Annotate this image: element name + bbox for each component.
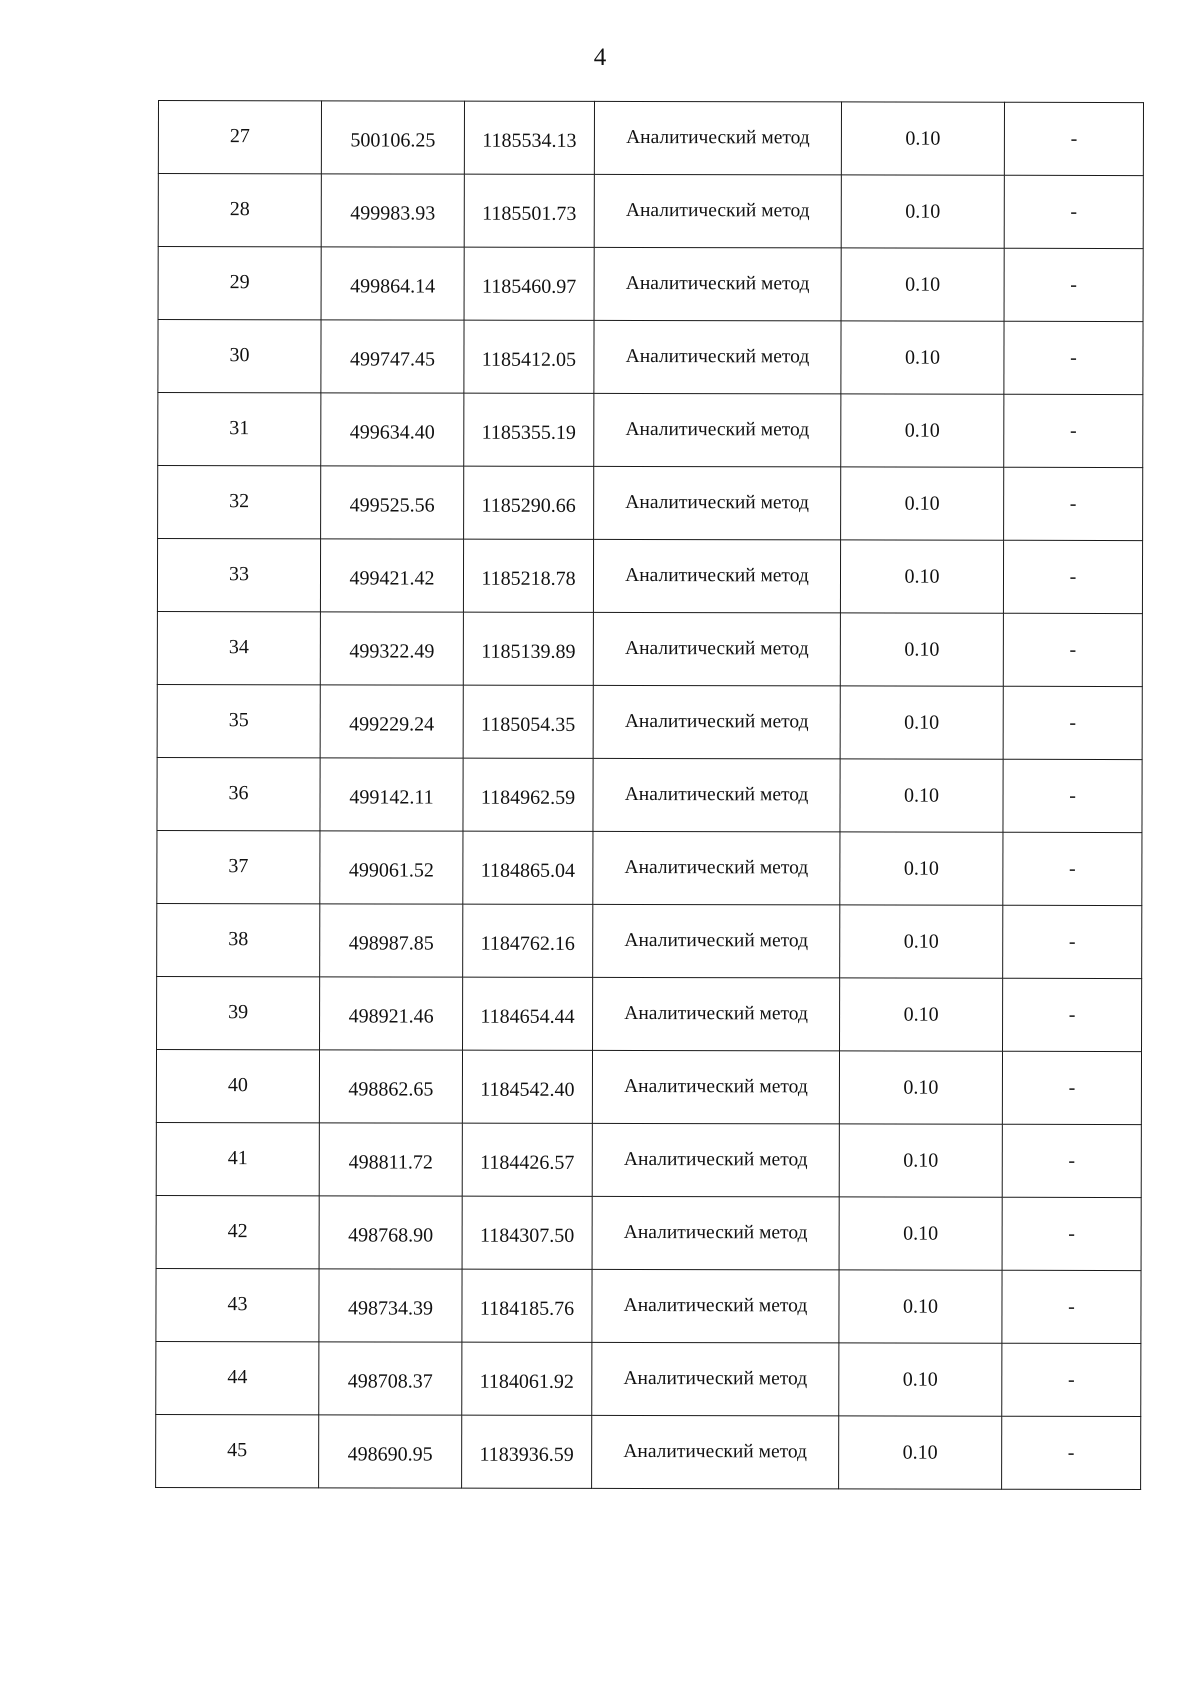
x-coordinate-cell: 499747.45 — [321, 320, 464, 393]
method-cell: Аналитический метод — [592, 1123, 839, 1197]
table-row — [158, 320, 1143, 395]
point-number-cell: 43 — [156, 1268, 319, 1341]
note-cell: - — [1003, 832, 1142, 905]
x-coordinate-cell: 498734.39 — [319, 1269, 462, 1342]
accuracy-cell: 0.10 — [840, 759, 1003, 832]
table-row — [158, 174, 1143, 249]
method-cell: Аналитический метод — [594, 247, 841, 321]
x-coordinate-cell: 498921.46 — [320, 977, 463, 1050]
method-cell: Аналитический метод — [592, 1050, 839, 1124]
x-coordinate-cell: 499421.42 — [320, 539, 463, 612]
table-row — [157, 684, 1142, 759]
point-number-cell: 41 — [156, 1122, 319, 1195]
accuracy-cell: 0.10 — [841, 248, 1004, 321]
table-row — [157, 976, 1142, 1051]
table-row — [157, 611, 1142, 686]
y-coordinate-cell: 1184762.16 — [463, 904, 593, 977]
method-cell: Аналитический метод — [594, 466, 841, 540]
point-number-cell: 38 — [157, 903, 320, 976]
note-cell: - — [1002, 1051, 1141, 1124]
coordinates-table-wrapper — [155, 100, 1143, 1490]
method-cell: Аналитический метод — [593, 539, 840, 613]
x-coordinate-cell: 499864.14 — [321, 247, 464, 320]
method-cell: Аналитический метод — [593, 612, 840, 686]
method-cell: Аналитический метод — [594, 101, 841, 175]
method-cell: Аналитический метод — [594, 174, 841, 248]
point-number-cell: 29 — [158, 247, 321, 320]
note-cell: - — [1004, 394, 1143, 467]
point-number-cell: 27 — [158, 101, 321, 174]
table-row — [157, 539, 1142, 614]
method-cell: Аналитический метод — [592, 1342, 839, 1416]
note-cell: - — [1003, 978, 1142, 1051]
accuracy-cell: 0.10 — [839, 1197, 1002, 1270]
point-number-cell: 40 — [156, 1049, 319, 1122]
accuracy-cell: 0.10 — [839, 1416, 1002, 1489]
table-row — [156, 1341, 1141, 1416]
point-number-cell: 31 — [158, 393, 321, 466]
method-cell: Аналитический метод — [593, 904, 840, 978]
table-row — [156, 1122, 1141, 1197]
x-coordinate-cell: 498690.95 — [319, 1415, 462, 1488]
x-coordinate-cell: 498768.90 — [319, 1196, 462, 1269]
point-number-cell: 35 — [157, 684, 320, 757]
point-number-cell: 34 — [157, 611, 320, 684]
y-coordinate-cell: 1184865.04 — [463, 831, 593, 904]
y-coordinate-cell: 1185290.66 — [464, 466, 594, 539]
x-coordinate-cell: 498862.65 — [319, 1050, 462, 1123]
table-row — [158, 393, 1143, 468]
y-coordinate-cell: 1184654.44 — [463, 977, 593, 1050]
table-row — [156, 1414, 1141, 1489]
table-row — [157, 830, 1142, 905]
note-cell: - — [1003, 613, 1142, 686]
accuracy-cell: 0.10 — [839, 1343, 1002, 1416]
y-coordinate-cell: 1185054.35 — [463, 685, 593, 758]
note-cell: - — [1002, 1270, 1141, 1343]
point-number-cell: 45 — [156, 1414, 319, 1487]
accuracy-cell: 0.10 — [840, 978, 1003, 1051]
note-cell: - — [1002, 1343, 1141, 1416]
table-row — [156, 1195, 1141, 1270]
method-cell: Аналитический метод — [593, 758, 840, 832]
accuracy-cell: 0.10 — [841, 102, 1004, 175]
y-coordinate-cell: 1185218.78 — [463, 539, 593, 612]
point-number-cell: 33 — [157, 539, 320, 612]
method-cell: Аналитический метод — [593, 685, 840, 759]
method-cell: Аналитический метод — [593, 977, 840, 1051]
point-number-cell: 42 — [156, 1195, 319, 1268]
note-cell: - — [1004, 102, 1143, 175]
x-coordinate-cell: 499142.11 — [320, 758, 463, 831]
note-cell: - — [1002, 1124, 1141, 1197]
accuracy-cell: 0.10 — [841, 175, 1004, 248]
note-cell: - — [1003, 686, 1142, 759]
point-number-cell: 28 — [158, 174, 321, 247]
note-cell: - — [1002, 1197, 1141, 1270]
accuracy-cell: 0.10 — [840, 832, 1003, 905]
method-cell: Аналитический метод — [594, 393, 841, 467]
note-cell: - — [1003, 759, 1142, 832]
accuracy-cell: 0.10 — [839, 1051, 1002, 1124]
point-number-cell: 37 — [157, 830, 320, 903]
y-coordinate-cell: 1184185.76 — [462, 1269, 592, 1342]
method-cell: Аналитический метод — [594, 320, 841, 394]
accuracy-cell: 0.10 — [839, 1270, 1002, 1343]
y-coordinate-cell: 1184542.40 — [462, 1050, 592, 1123]
point-number-cell: 36 — [157, 757, 320, 830]
y-coordinate-cell: 1184962.59 — [463, 758, 593, 831]
y-coordinate-cell: 1185501.73 — [464, 174, 594, 247]
accuracy-cell: 0.10 — [841, 394, 1004, 467]
x-coordinate-cell: 498811.72 — [319, 1123, 462, 1196]
x-coordinate-cell: 499634.40 — [321, 393, 464, 466]
point-number-cell: 39 — [157, 976, 320, 1049]
accuracy-cell: 0.10 — [840, 613, 1003, 686]
y-coordinate-cell: 1185139.89 — [463, 612, 593, 685]
accuracy-cell: 0.10 — [841, 321, 1004, 394]
table-row — [158, 101, 1143, 176]
accuracy-cell: 0.10 — [841, 467, 1004, 540]
note-cell: - — [1004, 248, 1143, 321]
note-cell: - — [1004, 321, 1143, 394]
table-row — [158, 247, 1143, 322]
point-number-cell: 44 — [156, 1341, 319, 1414]
x-coordinate-cell: 498708.37 — [319, 1342, 462, 1415]
y-coordinate-cell: 1184307.50 — [462, 1196, 592, 1269]
point-number-cell: 32 — [158, 466, 321, 539]
accuracy-cell: 0.10 — [840, 905, 1003, 978]
method-cell: Аналитический метод — [592, 1269, 839, 1343]
x-coordinate-cell: 499983.93 — [321, 174, 464, 247]
table-row — [158, 466, 1143, 541]
x-coordinate-cell: 500106.25 — [321, 101, 464, 174]
table-row — [156, 1049, 1141, 1124]
table-body — [156, 101, 1144, 1490]
y-coordinate-cell: 1185355.19 — [464, 393, 594, 466]
accuracy-cell: 0.10 — [840, 686, 1003, 759]
page-number: 4 — [593, 44, 607, 71]
note-cell: - — [1003, 540, 1142, 613]
y-coordinate-cell: 1185534.13 — [464, 101, 594, 174]
x-coordinate-cell: 499229.24 — [320, 685, 463, 758]
x-coordinate-cell: 498987.85 — [320, 904, 463, 977]
note-cell: - — [1004, 175, 1143, 248]
method-cell: Аналитический метод — [593, 831, 840, 905]
coordinates-table — [155, 100, 1144, 1490]
y-coordinate-cell: 1185412.05 — [464, 320, 594, 393]
note-cell: - — [1004, 467, 1143, 540]
x-coordinate-cell: 499322.49 — [320, 612, 463, 685]
x-coordinate-cell: 499525.56 — [321, 466, 464, 539]
method-cell: Аналитический метод — [592, 1196, 839, 1270]
accuracy-cell: 0.10 — [840, 540, 1003, 613]
accuracy-cell: 0.10 — [839, 1124, 1002, 1197]
table-row — [156, 1268, 1141, 1343]
table-row — [157, 757, 1142, 832]
note-cell: - — [1002, 1416, 1141, 1489]
note-cell: - — [1003, 905, 1142, 978]
method-cell: Аналитический метод — [592, 1415, 839, 1489]
y-coordinate-cell: 1183936.59 — [462, 1415, 592, 1488]
y-coordinate-cell: 1184061.92 — [462, 1342, 592, 1415]
point-number-cell: 30 — [158, 320, 321, 393]
table-row — [157, 903, 1142, 978]
x-coordinate-cell: 499061.52 — [320, 831, 463, 904]
y-coordinate-cell: 1184426.57 — [462, 1123, 592, 1196]
y-coordinate-cell: 1185460.97 — [464, 247, 594, 320]
